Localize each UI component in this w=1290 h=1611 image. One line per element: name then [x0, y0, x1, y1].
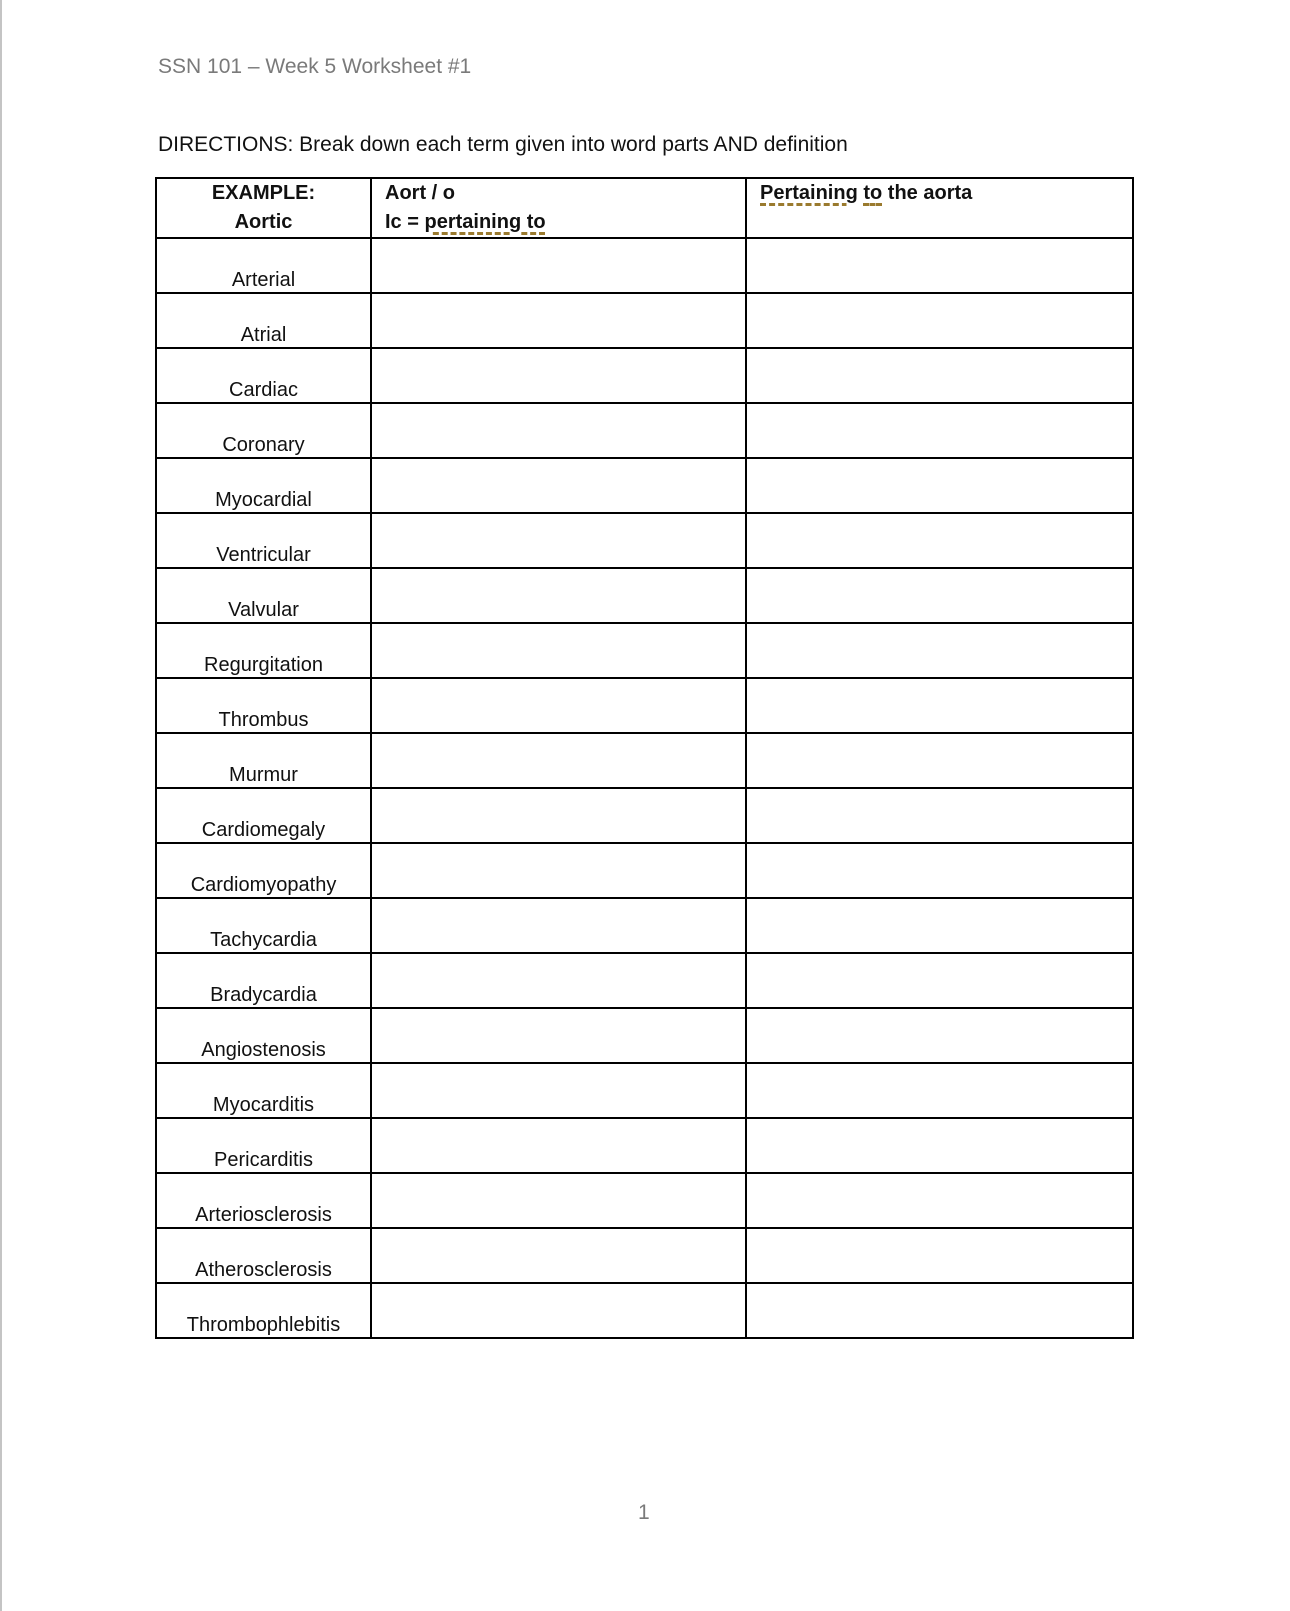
word-parts-cell[interactable] [371, 458, 746, 513]
term-row [156, 898, 1133, 953]
definition-cell[interactable] [746, 678, 1133, 733]
example-parts-line-2 [385, 208, 745, 237]
term-row [156, 348, 1133, 403]
example-word-parts-cell[interactable] [371, 178, 746, 238]
definition-cell[interactable] [746, 513, 1133, 568]
term-cell: Thrombophlebitis [156, 1283, 371, 1338]
example-parts-prefix: Ic = [385, 211, 425, 233]
grammar-flagged-text[interactable]: pertaining to [424, 211, 546, 233]
word-parts-cell[interactable] [371, 843, 746, 898]
definition-cell[interactable] [746, 843, 1133, 898]
term-cell: Cardiac [156, 348, 371, 403]
term-cell: Murmur [156, 733, 371, 788]
definition-cell[interactable] [746, 788, 1133, 843]
term-row [156, 238, 1133, 293]
example-term: Aortic [234, 211, 293, 233]
term-row [156, 568, 1133, 623]
word-parts-cell[interactable] [371, 403, 746, 458]
term-cell: Pericarditis [156, 1118, 371, 1173]
definition-cell[interactable] [746, 1173, 1133, 1228]
term-cell: Cardiomegaly [156, 788, 371, 843]
word-parts-cell[interactable] [371, 348, 746, 403]
word-parts-cell[interactable] [371, 568, 746, 623]
term-cell: Myocardial [156, 458, 371, 513]
term-row [156, 1008, 1133, 1063]
word-parts-cell[interactable] [371, 1283, 746, 1338]
term-row [156, 403, 1133, 458]
word-parts-cell[interactable] [371, 733, 746, 788]
term-cell: Angiostenosis [156, 1008, 371, 1063]
term-cell: Tachycardia [156, 898, 371, 953]
definition-cell[interactable] [746, 1228, 1133, 1283]
term-row [156, 623, 1133, 678]
term-row [156, 733, 1133, 788]
word-parts-cell[interactable] [371, 1063, 746, 1118]
word-parts-cell[interactable] [371, 1228, 746, 1283]
word-parts-cell[interactable] [371, 678, 746, 733]
definition-cell[interactable] [746, 623, 1133, 678]
example-definition [760, 179, 1132, 208]
definition-cell[interactable] [746, 733, 1133, 788]
page-number: 1 [638, 1501, 650, 1524]
term-row [156, 678, 1133, 733]
term-row [156, 1173, 1133, 1228]
term-cell: Atherosclerosis [156, 1228, 371, 1283]
definition-cell[interactable] [746, 348, 1133, 403]
example-parts-line-1: Aort / o [385, 182, 455, 204]
word-parts-cell[interactable] [371, 788, 746, 843]
directions-text: DIRECTIONS: Break down each term given into word parts AND definition [158, 133, 848, 156]
term-cell: Thrombus [156, 678, 371, 733]
term-cell: Atrial [156, 293, 371, 348]
definition-cell[interactable] [746, 238, 1133, 293]
term-cell: Arteriosclerosis [156, 1173, 371, 1228]
term-cell: Bradycardia [156, 953, 371, 1008]
term-row [156, 843, 1133, 898]
term-cell: Regurgitation [156, 623, 371, 678]
example-row [156, 178, 1133, 238]
word-parts-cell[interactable] [371, 1118, 746, 1173]
definition-cell[interactable] [746, 458, 1133, 513]
term-row [156, 953, 1133, 1008]
definition-cell[interactable] [746, 953, 1133, 1008]
document-header: SSN 101 – Week 5 Worksheet #1 [158, 55, 472, 78]
term-cell: Coronary [156, 403, 371, 458]
term-row [156, 293, 1133, 348]
word-parts-cell[interactable] [371, 898, 746, 953]
example-term-cell [156, 178, 371, 238]
example-label: EXAMPLE: [211, 182, 316, 204]
term-cell: Myocarditis [156, 1063, 371, 1118]
term-cell: Arterial [156, 238, 371, 293]
term-row [156, 513, 1133, 568]
word-parts-cell[interactable] [371, 1173, 746, 1228]
example-definition-rest: the aorta [882, 182, 973, 204]
grammar-flagged-text[interactable]: to [863, 182, 883, 204]
term-row [156, 1118, 1133, 1173]
term-row [156, 458, 1133, 513]
page-edge [0, 0, 2, 1611]
definition-cell[interactable] [746, 1283, 1133, 1338]
term-row [156, 788, 1133, 843]
term-row [156, 1063, 1133, 1118]
word-parts-cell[interactable] [371, 293, 746, 348]
definition-cell[interactable] [746, 293, 1133, 348]
definition-cell[interactable] [746, 403, 1133, 458]
word-parts-cell[interactable] [371, 623, 746, 678]
term-cell: Cardiomyopathy [156, 843, 371, 898]
term-row [156, 1283, 1133, 1338]
definition-cell[interactable] [746, 898, 1133, 953]
definition-cell[interactable] [746, 1008, 1133, 1063]
worksheet-table [155, 177, 1134, 1339]
word-parts-cell[interactable] [371, 953, 746, 1008]
term-row [156, 1228, 1133, 1283]
definition-cell[interactable] [746, 1118, 1133, 1173]
term-cell: Ventricular [156, 513, 371, 568]
definition-cell[interactable] [746, 1063, 1133, 1118]
term-cell: Valvular [156, 568, 371, 623]
example-definition-cell[interactable] [746, 178, 1133, 238]
grammar-flagged-text[interactable]: Pertaining [760, 182, 858, 204]
word-parts-cell[interactable] [371, 513, 746, 568]
definition-cell[interactable] [746, 568, 1133, 623]
word-parts-cell[interactable] [371, 1008, 746, 1063]
word-parts-cell[interactable] [371, 238, 746, 293]
